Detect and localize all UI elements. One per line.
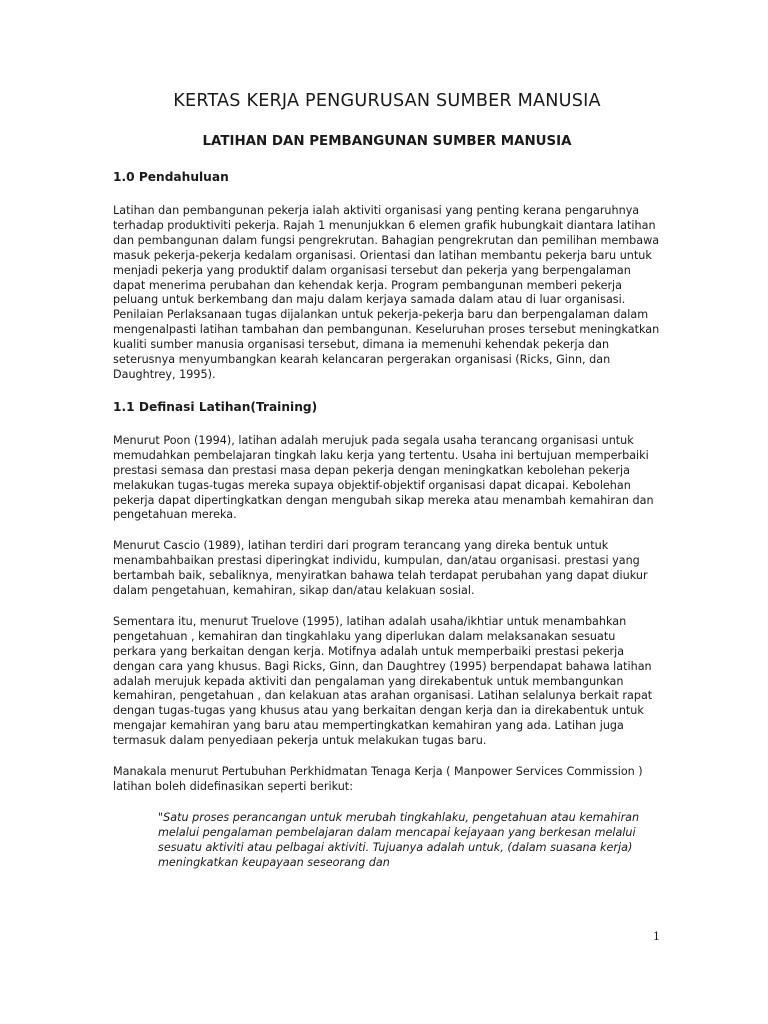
document-body [113,90,661,871]
document-subtitle: LATIHAN DAN PEMBANGUNAN SUMBER MANUSIA [202,134,572,149]
paragraph: Sementara itu, menurut Truelove (1995), latihan adalah usaha/ikhtiar untuk menambahkan pengetahuan , kemahiran dan tingkahlaku yang diperlukan dalam melaksanakan sesuatu perkara yang berkaitan dengan kerja. Motifnya adalah untuk memperbaiki prestasi pekerja dengan cara yang khusus. Bagi Ricks, Ginn, dan Daughtrey (1995) berpendapat bahawa latihan adalah merujuk kepada aktiviti dan pengalaman yang direkabentuk untuk membangunkan kemahiran, pengetahuan , dan kelakuan atas arahan organisasi. Latihan selalunya berkait rapat dengan tugas-tugas yang khusus atau yang berkaitan dengan kerja dan ia direkabentuk untuk mengajar kemahiran yang baru atau mempertingkatkan kemahiran yang ada. Latihan juga termasuk dalam penyediaan pekerja untuk melakukan tugas baru. [113,614,653,748]
paragraph: Menurut Cascio (1989), latihan terdiri dari program terancang yang direka bentuk untuk menambahbaikan prestasi diperingkat individu, kumpulan, dan/atau organisasi. prestasi yang bertambah baik, sebaliknya, menyiratkan bahawa telah terdapat perubahan yang dapat diukur dalam pengetahuan, kemahiran, sikap dan/atau kelakuan sosial. [113,539,648,598]
section-heading-pendahuluan: 1.0 Pendahuluan [113,170,229,184]
paragraph: Menurut Poon (1994), latihan adalah merujuk pada segala usaha terancang organisasi untuk memudahkan pembelajaran tingkah laku kerja yang tertentu. Usaha ini bertujuan memperbaiki prestasi semasa dan prestasi masa depan pekerja dengan meningkatkan kebolehan pekerja melakukan tugas-tugas mereka supaya objektif-objektif organisasi dapat dicapai. Kebolehan pekerja dapat dipertingkatkan dengan mengubah sikap mereka atau menambah kemahiran dan pengetahuan mereka. [113,433,654,522]
paragraph: Manakala menurut Pertubuhan Perkhidmatan Tenaga Kerja ( Manpower Services Commission ) latihan boleh didefinasikan seperti berikut: [113,765,643,793]
paragraph: Latihan dan pembangunan pekerja ialah aktiviti organisasi yang penting kerana pengaruhnya terhadap produktiviti pekerja. Rajah 1 menunjukkan 6 elemen grafik hubungkait diantara latihan dan pembangunan dalam fungsi pengrekrutan. Bahagian pengrekrutan dan pemilihan membawa masuk pekerja-pekerja kedalam organisasi. Orientasi dan latihan membantu pekerja baru untuk menjadi pekerja yang produktif dalam organisasi tersebut dan pekerja yang berpengalaman dapat menerima perubahan dan kehendak kerja. Program pembangunan memberi pekerja peluang untuk berkembang dan maju dalam kerjaya samada dalam atau di luar organisasi. Penilaian Perlaksanaan tugas dijalankan untuk pekerja-pekerja baru dan berpengalaman dalam mengenalpasti latihan tambahan dan pembangunan. Keseluruhan proses tersebut meningkatkan kualiti sumber manusia organisasi tersebut, dimana ia memenuhi kehendak pekerja dan seterusnya menyumbangkan kearah kelancaran pergerakan organisasi (Ricks, Ginn, dan Daughtrey, 1995). [113,204,660,381]
block-quote: "Satu proses perancangan untuk merubah tingkahlaku, pengetahuan atau kemahiran melalui pengalaman pembelajaran dalam mencapai kejayaan yang berkesan melalui sesuatu aktiviti atau pelbagai aktiviti. Tujuanya adalah untuk, (dalam suasana kerja) meningkatkan keupayaan seseorang dan [158,810,640,869]
document-title: KERTAS KERJA PENGURUSAN SUMBER MANUSIA [173,91,601,111]
section-heading-definasi-latihan: 1.1 Definasi Latihan(Training) [113,399,318,414]
page-number: 1 [653,930,660,943]
